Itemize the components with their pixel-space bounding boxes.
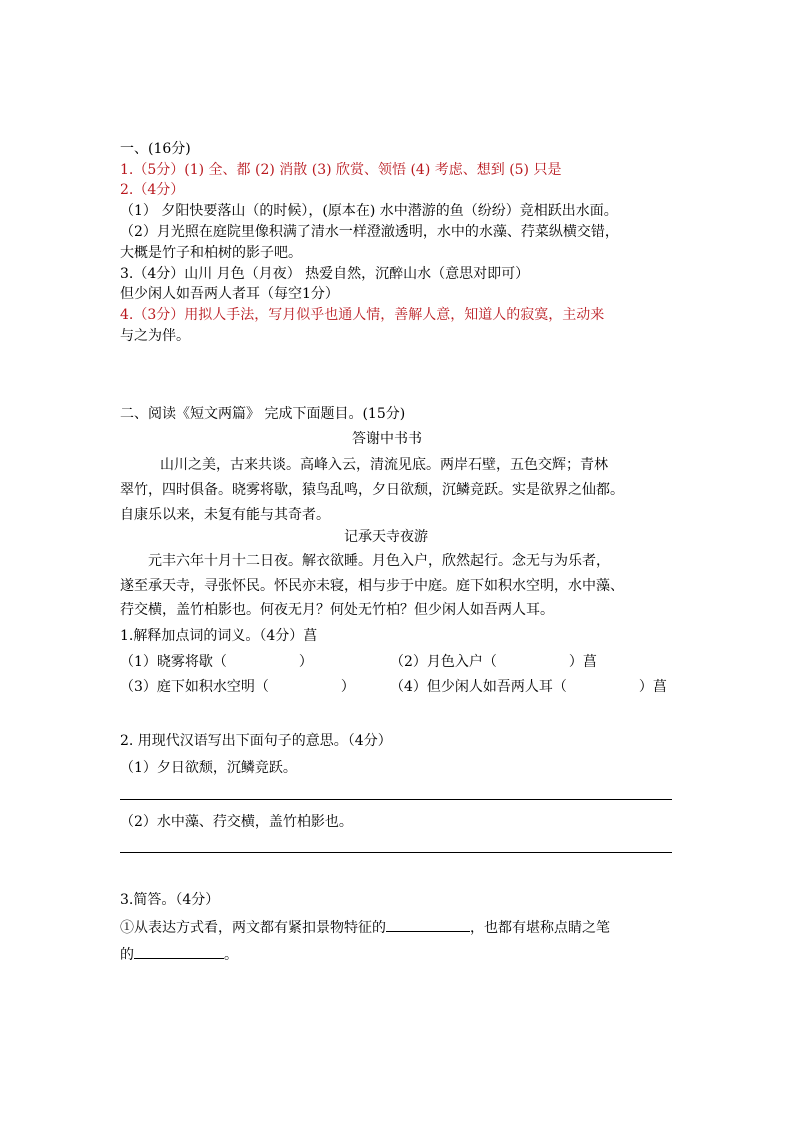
q1-item-b-text: （2）月色入户（: [390, 654, 497, 670]
q1-item-b: [390, 652, 597, 672]
text2-title: 记承天寺夜游: [344, 529, 428, 545]
q3-item-a-blank1[interactable]: [386, 917, 470, 932]
answer-q2-2: （2）月光照在庭院里像积满了清水一样澄澈透明，水中的水藻、荇菜纵横交错，: [120, 224, 619, 240]
q2-item-b-answer-line[interactable]: [120, 852, 672, 853]
q3-item-a-cont: [120, 944, 238, 965]
q1-item-c: [120, 677, 355, 697]
q2-header: 2. 用现代汉语写出下面句子的意思。（4分）: [120, 733, 392, 749]
q3-item-a-blank2[interactable]: [134, 944, 224, 959]
answer-q4: 4.（3分）用拟人手法，写月似乎也通人情，善解人意，知道人的寂寞，主动来: [120, 307, 605, 323]
answer-q2-1: （1） 夕阳快要落山（的时候），(原本在) 水中潜游的鱼（纷纷）竞相跃出水面。: [120, 203, 618, 219]
q3-item-a: [120, 917, 610, 938]
q2-item-a: （1）夕日欲颓，沉鳞竞跃。: [120, 760, 297, 776]
text1-title: 答谢中书书: [352, 431, 422, 447]
q1-item-c-close: ）: [340, 679, 355, 695]
q3-item-a-text-end-pre: 的: [120, 947, 134, 963]
q1-item-a-close: ）: [298, 654, 313, 670]
section2-header: 二、阅读《短文两篇》 完成下面题目。(15分): [120, 406, 406, 422]
q1-item-d-text: （4）但少闲人如吾两人耳（: [390, 679, 567, 695]
answer-q1: 1.（5分）(1) 全、都 (2) 消散 (3) 欣赏、领悟 (4) 考虑、想到 (5) 只是: [120, 162, 562, 178]
answer-q2-header: 2.（4分）: [120, 182, 185, 198]
q2-item-a-answer-line[interactable]: [120, 799, 672, 800]
text1-line1: 山川之美，古来共谈。高峰入云，清流见底。两岸石壁，五色交辉；青林: [160, 457, 608, 473]
q3-item-a-text-mid: ，也都有堪称点睛之笔: [470, 920, 610, 936]
q2-item-b: （2）水中藻、荇交横，盖竹柏影也。: [120, 814, 353, 830]
q1-item-d-close: ）菖: [638, 679, 667, 695]
text1-line2: 翠竹，四时俱备。晓雾将歇，猿鸟乱鸣，夕日欲颓，沉鳞竞跃。实是欲界之仙都。: [120, 482, 624, 498]
q3-header: 3.简答。（4分）: [120, 892, 220, 908]
q1-item-a: [120, 652, 313, 672]
q3-item-a-text: ①从表达方式看，两文都有紧扣景物特征的: [120, 920, 386, 936]
q1-item-b-close: ）菖: [568, 654, 597, 670]
answer-q4-cont: 与之为伴。: [120, 328, 190, 344]
answer-q3: 3.（4分）山川 月色（月夜） 热爱自然，沉醉山水（意思对即可）: [120, 266, 530, 282]
text2-line2: 遂至承天寺，寻张怀民。怀民亦未寝，相与步于中庭。庭下如积水空明，水中藻、: [120, 578, 624, 594]
q1-header: 1.解释加点词的词义。（4分）菖: [120, 628, 318, 644]
answer-q2-2-cont: 大概是竹子和柏树的影子吧。: [120, 245, 302, 261]
q1-item-d: [390, 677, 667, 697]
text2-line3: 荇交横，盖竹柏影也。何夜无月？何处无竹柏？但少闲人如吾两人耳。: [120, 602, 554, 618]
text2-line1: 元丰六年十月十二日夜。解衣欲睡。月色入户，欣然起行。念无与为乐者，: [148, 553, 610, 569]
q1-item-a-text: （1）晓雾将歇（: [120, 654, 227, 670]
text1-line3: 自康乐以来，未复有能与其奇者。: [120, 507, 330, 523]
answer-section-header: 一、(16分): [120, 141, 191, 157]
q1-item-c-text: （3）庭下如积水空明（: [120, 679, 269, 695]
q3-item-a-text-end: 。: [224, 947, 238, 963]
answer-q3-cont: 但少闲人如吾两人者耳（每空1分）: [120, 286, 339, 302]
